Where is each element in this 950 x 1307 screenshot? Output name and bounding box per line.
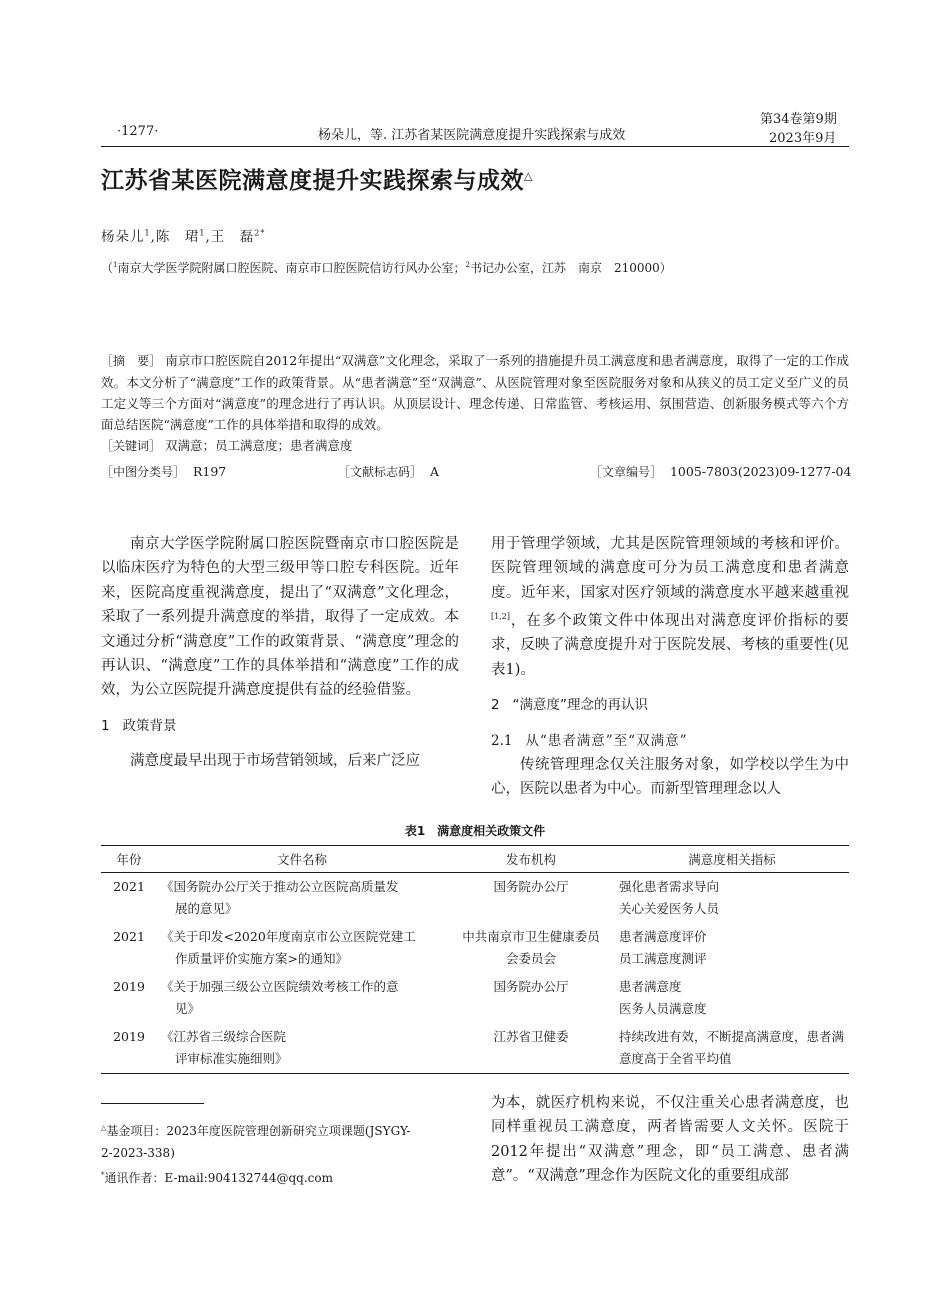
clc-number: ［中图分类号］ R197 (101, 464, 227, 479)
body-paragraph: 传统管理理念仅关注服务对象，如学校以学生为中心，医院以患者为中心。而新型管理理念以人 (491, 757, 849, 798)
table-row: 2019 《江苏省三级综合医院 评审标准实施细则》 江苏省卫健委 持续改进有效，不断提高满意度，患者满 意度高于全省平均值 (101, 1023, 849, 1074)
section-heading: 2 “满意度”理念的再认识 (491, 697, 648, 714)
footnote-fund: △基金项目：2023年度医院管理创新研究立项课题(JSYGY- 2-2023-338) (101, 1124, 411, 1160)
table-row: 2019 《关于加强三级公立医院绩效考核工作的意 见》 国务院办公厅 患者满意度 医务人员满意度 (113, 979, 707, 1016)
table-row: 2021 《关于印发<2020年度南京市公立医院党建工 作质量评价实施方案>的通知》 中共南京市卫生健康委员 会委员会 患者满意度评价 员工满意度测评 (113, 929, 707, 966)
journal-volume: 第34卷第9期 (760, 112, 837, 127)
body-left-column (101, 532, 459, 774)
author-list: 杨朵儿$^1$,陈 珺$^1$,王 磊$^{2*}$ (101, 228, 266, 245)
citation: [1,2] (491, 612, 510, 622)
table-row: 2021 《国务院办公厅关于推动公立医院高质量发 展的意见》 国务院办公厅 强化患者需求导向 关心关爱医务人员 (113, 879, 720, 916)
body-paragraph: 满意度最早出现于市场营销领域，后来广泛应 (130, 753, 420, 770)
table-caption: 表1 满意度相关政策文件 (404, 824, 546, 838)
author-name: 杨朵儿 (101, 229, 145, 245)
column-header: 年份 (101, 846, 157, 873)
body-right-column-continued (491, 1091, 849, 1189)
column-header: 文件名称 (157, 846, 447, 873)
abstract-label: ［摘 要］ (101, 354, 162, 368)
author-name: 陈 珺 (155, 229, 200, 245)
body-right-column (491, 532, 849, 802)
footnote-corresponding: *通讯作者：E-mail:904132744@qq.com (101, 1171, 334, 1185)
body-paragraph: 为本，就医疗机构来说，不仅注重关心患者满意度，也同样重视员工满意度，两者皆需要人文关怀。医院于2012年提出“双满意”理念，即“员工满意、患者满意”。“双满意”理念作为医院文化的重要组成部 (491, 1095, 849, 1185)
intro-paragraph: 南京大学医学院附属口腔医院暨南京市口腔医院是以临床医疗为特色的大型三级甲等口腔专科医院。近年来，医院高度重视满意度，提出了“双满意”文化理念，采取了一系列提升满意度的举措，取得了一定成效。本文通过分析“满意度”工作的政策背景、“满意度”理念的再认识、“满意度”工作的具体举措和“满意度”工作的成效，为公立医院提升满意度提供有益的经验借鉴。 (101, 536, 459, 699)
running-title: 杨朵儿，等. 江苏省某医院满意度提升实践探索与成效 (318, 128, 626, 143)
footnote-rule (101, 1103, 204, 1104)
journal-date: 2023年9月 (769, 131, 837, 146)
keywords: 双满意；员工满意度；患者满意度 (165, 438, 353, 453)
author-name: 王 磊 (210, 229, 255, 245)
body-paragraph: 用于管理学领域，尤其是医院管理领域的考核和评价。医院管理领域的满意度可分为员工满意度和患者满意度。近年来，国家对医疗领域的满意度水平越来越重视[1,2]，在多个政策文件中体现出对满意度评价指标的要求，反映了满意度提升对于医院发展、考核的重要性(见表1)。 (491, 536, 849, 678)
keywords-label: ［关键词］ (101, 439, 162, 453)
column-header: 发布机构 (447, 846, 615, 873)
policy-table (101, 845, 849, 1074)
subsection-heading: 2.1 从“患者满意”至“双满意” (491, 732, 688, 749)
abstract-text: 南京市口腔医院自2012年提出“双满意”文化理念，采取了一系列的措施提升员工满意度和患者满意度，取得了一定的工作成效。本文分析了“满意度”工作的政策背景。从“患者满意”至“双满意”、从医院管理对象至医院服务对象和从狭义的员工定义至广义的员工定义等三个方面对“满意度”的理念进行了再认识。从顶层设计、理念传递、日常监管、考核运用、氛围营造、创新服务模式等六个方面总结医院“满意度”工作的具体举措和取得的成效。 (101, 353, 849, 432)
doc-code: ［文献标志码］ A (338, 464, 439, 479)
article-number: ［文章编号］ 1005-7803(2023)09-1277-04 (590, 464, 852, 479)
header-rule (101, 146, 849, 147)
column-header: 满意度相关指标 (615, 846, 849, 873)
affiliation: （$^1$南京大学医学院附属口腔医院、南京市口腔医院信访行风办公室；$^2$书记办公室，江苏 南京 210000） (101, 261, 672, 275)
abstract (101, 350, 849, 457)
section-heading: 1 政策背景 (101, 717, 177, 734)
table-header-row (101, 846, 849, 873)
page-number: ·1277· (117, 124, 159, 139)
title-fund-mark: △ (524, 169, 533, 183)
article-title: 江苏省某医院满意度提升实践探索与成效△ (101, 168, 533, 194)
